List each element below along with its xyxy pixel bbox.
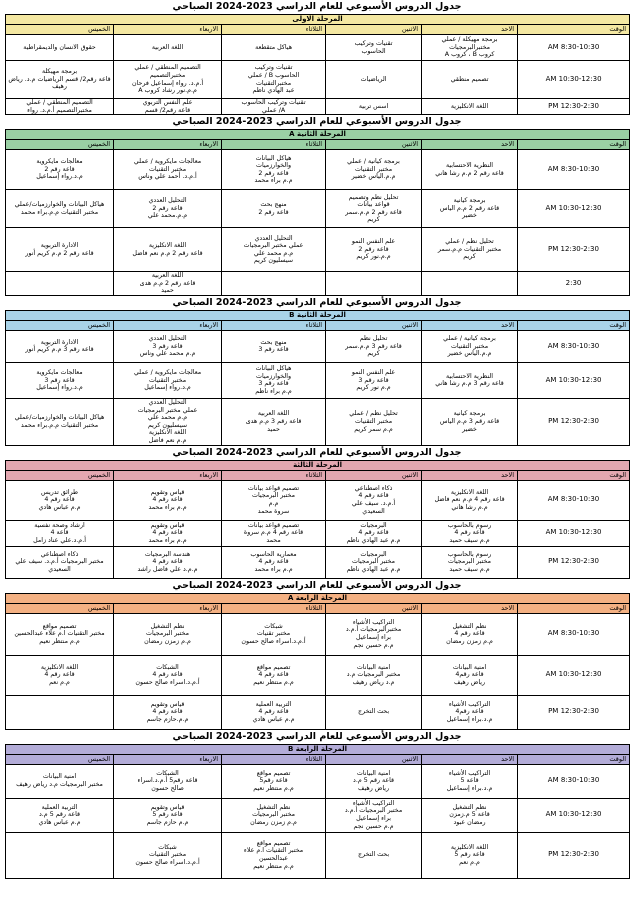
lesson-cell: نظم التشغيل قاعة رقم 4 م.م زمزن رمضان	[422, 613, 518, 655]
lesson-cell: امنية البيانات مختبر البرمجيات م.د رياض رهيف	[6, 764, 114, 798]
column-header: الاربعاء	[114, 320, 222, 330]
column-header: الخميس	[6, 320, 114, 330]
column-header: الخميس	[6, 603, 114, 613]
schedule-section	[5, 579, 629, 730]
lesson-cell: تصميم مواقع مختبر التقنيات ا.م علاء عبدالحسين م.م منتظر نعيم	[222, 832, 326, 878]
lesson-cell: هياكل متقطعة	[222, 35, 326, 61]
column-header: الوقت	[518, 140, 630, 150]
column-header: الاحد	[422, 320, 518, 330]
column-header: الاثنين	[326, 320, 422, 330]
time-cell: 10:30-12:30 AM	[518, 798, 630, 832]
lesson-cell: معالجات مايكروية / عملي مختبر التقنيات م.د.رواء إسماعيل	[114, 362, 222, 398]
lesson-cell: شبكات مختبر تقنيات أ.م.د.اسراء صالح حسون	[222, 613, 326, 655]
lesson-cell: معالجات مايكروية قاعة رقم 3 م.د.رواء إسماعيل	[6, 362, 114, 398]
schedule-row	[6, 520, 630, 546]
column-header: الاثنين	[326, 754, 422, 764]
lesson-cell: اسس تربية	[326, 99, 422, 115]
time-cell: 8:30-10:30 AM	[518, 35, 630, 61]
lesson-cell: برمجة كيانية / عملي مختبر التقنيات م.م.الياس خضير	[326, 150, 422, 190]
lesson-cell: تصميم مواقع قاعة رقم5 م.م منتظر نعيم	[222, 764, 326, 798]
lesson-cell: هياكل البيانات والخوارزميات/عملي مختبر التقنيات م.م.براء محمد	[6, 398, 114, 445]
column-header: الثلاثاء	[222, 140, 326, 150]
lesson-cell: علم النفس التربوي قاعة رقم2/ قسم	[114, 99, 222, 115]
lesson-cell: معالجات مايكروية قاعة رقم 2 م.د.رواء إسماعيل	[6, 150, 114, 190]
lesson-cell: التراكيب الأشياء مختبرالبرمجيات أ.م.د براء إسماعيل م.م حسين نجم	[326, 613, 422, 655]
time-cell: 12:30-2:30 PM	[518, 99, 630, 115]
time-cell: 10:30-12:30 AM	[518, 190, 630, 228]
lesson-cell: نظم التشغيل قاعة 5 م.زمزن رمضان عبود	[422, 798, 518, 832]
lesson-cell: طرائق تدريس قاعة رقم 4 م.م عباس هادي	[6, 480, 114, 520]
lesson-cell: تقنيات وتركيب الحاسوب	[326, 35, 422, 61]
lesson-cell: معمارية الحاسوب قاعة رقم 4 م.م براء محمد	[222, 546, 326, 578]
column-header: الوقت	[518, 25, 630, 35]
lesson-cell: الادارة التربوية قاعة رقم 2 م.م كريم أنور	[6, 228, 114, 272]
lesson-cell: هياكل البيانات والخوارزميات/عملي مختبر التقنيات م.م.براء محمد	[6, 190, 114, 228]
lesson-cell: التصميم المنطقي / عملي مختبرالتصميم أ.م.د. رواء إسماعيل فرحان م.م.نور رشاد كروب A	[114, 61, 222, 99]
schedule-row	[6, 764, 630, 798]
lesson-cell	[422, 272, 518, 296]
lesson-cell: برمجة كيانية قاعة رقم 2 م.م الياس خضير	[422, 190, 518, 228]
lesson-cell: تصميم قواعد بيانات مختبر البرمجيات م.م سروة محمد	[222, 480, 326, 520]
lesson-cell: تقنيات وتركيب الحاسوب A/ عملي	[222, 99, 326, 115]
schedule-row	[6, 546, 630, 578]
lesson-cell: الرياضيات	[326, 61, 422, 99]
column-header: الاثنين	[326, 25, 422, 35]
column-header: الوقت	[518, 320, 630, 330]
lesson-cell: الشبكات قاعة رقم5 أ.م.د.اسراء صالح حسون	[114, 764, 222, 798]
column-header: الوقت	[518, 470, 630, 480]
lesson-cell	[326, 272, 422, 296]
lesson-cell: هياكل البيانات والخوارزميات قاعة رقم 3 م.م براء ناظم	[222, 362, 326, 398]
schedule-section	[5, 115, 629, 296]
stage-label: المرحلة الثانية B	[6, 310, 630, 320]
column-header: الثلاثاء	[222, 25, 326, 35]
column-header: الاحد	[422, 140, 518, 150]
stage-label: المرحلة الاولى	[6, 15, 630, 25]
lesson-cell: قياس وتقويم قاعة رقم 5 م.م حازم جاسم	[114, 798, 222, 832]
lesson-cell: التحليل العددي قاعة رقم 3 م.م محمد علي وناس	[114, 330, 222, 362]
lesson-cell: معالجات مايكروية / عملي مختبر التقنيات أ.م.د. أحمد علي وناس	[114, 150, 222, 190]
schedule-row	[6, 655, 630, 695]
schedule-row	[6, 695, 630, 729]
schedule-row	[6, 228, 630, 272]
lesson-cell: ارشاد وصحة نفسية قاعة 4 أ.م.د.علي عناد زامل	[6, 520, 114, 546]
lesson-cell: ذكاء اصطناعي مختبر البرمجيات أ.م.د. سيف علي السعيدي	[6, 546, 114, 578]
lesson-cell: ذكاء اصطناعي قاعة رقم 4 أ.م.د. سيف علي السعيدي	[326, 480, 422, 520]
lesson-cell: تصميم مواقع مختبر التقنيات ا.م علاء عبدالحسين م.م منتظر نعيم	[6, 613, 114, 655]
schedule-section	[5, 296, 629, 446]
section-title: جدول الدروس الأسبوعي للعام الدراسي 2023-2024 الصباحي	[172, 579, 462, 591]
lesson-cell: علم النفس النمو قاعة رقم 3 م.م نور كريم	[326, 362, 422, 398]
schedule-table	[5, 460, 630, 579]
time-cell: 8:30-10:30 AM	[518, 150, 630, 190]
column-header: الاربعاء	[114, 603, 222, 613]
lesson-cell: اللغة العربية	[114, 35, 222, 61]
schedule-row	[6, 99, 630, 115]
schedule-row	[6, 613, 630, 655]
schedule-section	[5, 730, 629, 879]
lesson-cell: برمجة مهيكلة قاعة رقم2/ قسم الرياضيات م.د. رياض رهيف	[6, 61, 114, 99]
column-header: الاثنين	[326, 140, 422, 150]
lesson-cell: رسوم بالحاسوب قاعة رقم 4 م.م سيف حميد	[422, 520, 518, 546]
lesson-cell: قياس وتقويم قاعة رقم 4 م.م براء محمد	[114, 480, 222, 520]
column-header: الثلاثاء	[222, 470, 326, 480]
schedule-table	[5, 129, 630, 296]
lesson-cell: بحث التخرج	[326, 695, 422, 729]
schedule-row	[6, 798, 630, 832]
lesson-cell: قياس وتقويم قاعة رقم 4 م.م براء محمد	[114, 520, 222, 546]
lesson-cell: تحليل نظم / عملي مختبر التقنيات م.م سمر كريم	[326, 398, 422, 445]
time-cell: 12:30-2:30 PM	[518, 695, 630, 729]
time-cell: 10:30-12:30 AM	[518, 362, 630, 398]
stage-label: المرحلة الثالثة	[6, 460, 630, 470]
lesson-cell: التربية العملية قاعة رقم 5 م.د م.م عباس هادي	[6, 798, 114, 832]
time-cell: 12:30-2:30 PM	[518, 546, 630, 578]
lesson-cell: علم النفس النمو قاعة رقم 2 م.م.نور كريم	[326, 228, 422, 272]
schedule-row	[6, 330, 630, 362]
schedule-row	[6, 272, 630, 296]
lesson-cell: التراكيب الأشياء قاعة 5 م.د.براء إسماعيل	[422, 764, 518, 798]
lesson-cell: تصميم قواعد بيانات قاعة رقم 4 م.م سروة محمد	[222, 520, 326, 546]
column-header: الاحد	[422, 754, 518, 764]
lesson-cell: امنية البيانات مختبر البرمجيات م.د م.د رياض رهيف	[326, 655, 422, 695]
lesson-cell: تحليل نظم وتصميم قواعد بيانات قاعة رقم 2 م.م.سمر كريم	[326, 190, 422, 228]
lesson-cell: البرمجيات قاعة رقم 4 م.م عبد الهادي ناظم	[326, 520, 422, 546]
schedule-table	[5, 744, 630, 879]
lesson-cell: تحليل نظم / عملي مختبر التقنيات م.م.سمر كريم	[422, 228, 518, 272]
lesson-cell: تقنيات وتركيب الحاسوب B / عملي مختبرالتقنيات عبد الهادي ناظم	[222, 61, 326, 99]
schedule-row	[6, 61, 630, 99]
lesson-cell: بحث التخرج	[326, 832, 422, 878]
schedule-row	[6, 398, 630, 445]
column-header: الاثنين	[326, 603, 422, 613]
column-header: الخميس	[6, 470, 114, 480]
section-title: جدول الدروس الأسبوعي للعام الدراسي 2023-2024 الصباحي	[172, 296, 462, 308]
lesson-cell: هندسة البرمجيات قاعة رقم 4 م.م.د علي فاضل راشد	[114, 546, 222, 578]
lesson-cell: شبكات مختبر التقنيات أ.م.د.اسراء صالح حسون	[114, 832, 222, 878]
time-cell: 10:30-12:30 AM	[518, 61, 630, 99]
lesson-cell: منهج بحث قاعة رقم 3	[222, 330, 326, 362]
time-cell: 8:30-10:30 AM	[518, 764, 630, 798]
column-header: الثلاثاء	[222, 754, 326, 764]
schedule-section	[5, 0, 629, 115]
lesson-cell: التحليل العددي قاعة رقم 2 م.م.محمد علي	[114, 190, 222, 228]
schedule-row	[6, 480, 630, 520]
lesson-cell	[6, 272, 114, 296]
schedule-section	[5, 446, 629, 579]
lesson-cell: اللغة العربية قاعة رقم 3 م.م هدى حميد	[222, 398, 326, 445]
time-cell: 10:30-12:30 AM	[518, 520, 630, 546]
time-cell: 12:30-2:30 PM	[518, 398, 630, 445]
lesson-cell: برمجة كيانية قاعة رقم 3 م.م الياس خضير	[422, 398, 518, 445]
lesson-cell: البرمجيات مختبر البرمجيات م.م عبد الهادي ناظم	[326, 546, 422, 578]
schedule-row	[6, 362, 630, 398]
schedule-row	[6, 190, 630, 228]
lesson-cell: تصميم مواقع قاعة رقم 4 م.م منتظر نعيم	[222, 655, 326, 695]
lesson-cell: برمجة كيانية / عملي مختبر التقنيات م.م.الياس خضير	[422, 330, 518, 362]
column-header: الاربعاء	[114, 25, 222, 35]
column-header: الخميس	[6, 25, 114, 35]
lesson-cell: التحليل العددي عملي مختبر البرمجيات م.م محمد علي سيسليون كريم	[222, 228, 326, 272]
column-header: الاحد	[422, 25, 518, 35]
column-header: الخميس	[6, 140, 114, 150]
lesson-cell: نظم التشغيل مختبر البرمجيات م.م زمزن رمضان	[114, 613, 222, 655]
lesson-cell: تحليل نظم قاعة رقم 3 م.م.سمر كريم	[326, 330, 422, 362]
column-header: الخميس	[6, 754, 114, 764]
column-header: الاثنين	[326, 470, 422, 480]
schedule-row	[6, 832, 630, 878]
lesson-cell: الشبكات قاعة رقم 4 أ.م.د.اسراء صالح حسون	[114, 655, 222, 695]
lesson-cell: التصميم المنطقي / عملي مختبرالتصميم أ.م.د. رواء	[6, 99, 114, 115]
lesson-cell: النظرية الاحتسابية قاعة رقم 3 م.م رشا هاني	[422, 362, 518, 398]
column-header: الثلاثاء	[222, 320, 326, 330]
lesson-cell	[222, 272, 326, 296]
lesson-cell: امنية البيانات قاعة رقم4 رياض رهيف	[422, 655, 518, 695]
lesson-cell: النظرية الاحتسابية قاعة رقم 2 م.م رشا هاني	[422, 150, 518, 190]
lesson-cell: اللغة الانكليزية قاعة رقم 4 م.م نعم فاضل م.م رشا هاني	[422, 480, 518, 520]
schedule-table	[5, 593, 630, 730]
lesson-cell: اللغة الانكليزية	[422, 99, 518, 115]
lesson-cell: رسوم بالحاسوب مختبر البرمجيات م.م سيف حميد	[422, 546, 518, 578]
lesson-cell: التحليل العددي عملي مختبر البرمجيات م.م محمد علي سيسليون كريم اللغة الانكليزية م.م نعم فاضل	[114, 398, 222, 445]
schedule-row	[6, 150, 630, 190]
lesson-cell: اللغة الانكليزية قاعة رقم 4 م.م نعم	[6, 655, 114, 695]
lesson-cell: اللغة الانكليزية قاعة رقم 2 م.م نعم فاضل	[114, 228, 222, 272]
section-title: جدول الدروس الأسبوعي للعام الدراسي 2023-2024 الصباحي	[172, 116, 462, 128]
column-header: الوقت	[518, 603, 630, 613]
lesson-cell	[6, 832, 114, 878]
column-header: الثلاثاء	[222, 603, 326, 613]
stage-label: المرحلة الثانية A	[6, 130, 630, 140]
time-cell: 2:30	[518, 272, 630, 296]
time-cell: 8:30-10:30 AM	[518, 480, 630, 520]
schedule-table	[5, 14, 630, 115]
time-cell: 12:30-2:30 PM	[518, 832, 630, 878]
lesson-cell: التربية العملية قاعة رقم 4 م.م عباس هادي	[222, 695, 326, 729]
lesson-cell: الادارة التربوية قاعة رقم 3 م.م كريم أنور	[6, 330, 114, 362]
lesson-cell: امنية البيانات قاعة رقم 5 م.د رياض رهيف	[326, 764, 422, 798]
section-title: جدول الدروس الأسبوعي للعام الدراسي 2023-2024 الصباحي	[172, 446, 462, 458]
lesson-cell: التراكيب الأشياء قاعة رقم4 م.د.براء إسماعيل	[422, 695, 518, 729]
stage-label: المرحلة الرابعة B	[6, 744, 630, 754]
column-header: الاحد	[422, 470, 518, 480]
lesson-cell: نظم التشغيل مختبر البرمجيات م.م زمزن رمضان	[222, 798, 326, 832]
lesson-cell	[6, 695, 114, 729]
time-cell: 8:30-10:30 AM	[518, 613, 630, 655]
column-header: الوقت	[518, 754, 630, 764]
column-header: الاربعاء	[114, 754, 222, 764]
column-header: الاربعاء	[114, 470, 222, 480]
column-header: الاحد	[422, 603, 518, 613]
time-cell: 10:30-12:30 AM	[518, 655, 630, 695]
time-cell: 12:30-2:30 PM	[518, 228, 630, 272]
lesson-cell: حقوق الانسان والديمقراطية	[6, 35, 114, 61]
lesson-cell: اللغة الانكليزية قاعة رقم 5 م.م نعم	[422, 832, 518, 878]
schedule-row	[6, 35, 630, 61]
schedule-table	[5, 310, 630, 446]
lesson-cell: برمجة مهيكلة / عملي مختبرالبرمجيات كروب B ، كروب A	[422, 35, 518, 61]
lesson-cell: اللغة العربية قاعة رقم 2 م.م هدى حميد	[114, 272, 222, 296]
section-title: جدول الدروس الأسبوعي للعام الدراسي 2023-2024 الصباحي	[172, 1, 462, 12]
stage-label: المرحلة الرابعة A	[6, 593, 630, 603]
lesson-cell: تصميم منطقي	[422, 61, 518, 99]
time-cell: 8:30-10:30 AM	[518, 330, 630, 362]
lesson-cell: هياكل البيانات والخوارزميات قاعة رقم 2 م.م براء محمد	[222, 150, 326, 190]
lesson-cell: منهج بحث قاعة رقم 2	[222, 190, 326, 228]
lesson-cell: التراكيب الأشياء مختبر البرمجيات أ.م.د براء إسماعيل م.م حسين نجم	[326, 798, 422, 832]
column-header: الاربعاء	[114, 140, 222, 150]
section-title: جدول الدروس الأسبوعي للعام الدراسي 2023-2024 الصباحي	[172, 730, 462, 742]
lesson-cell: قياس وتقويم قاعة رقم 4 م.م.حازم جاسم	[114, 695, 222, 729]
